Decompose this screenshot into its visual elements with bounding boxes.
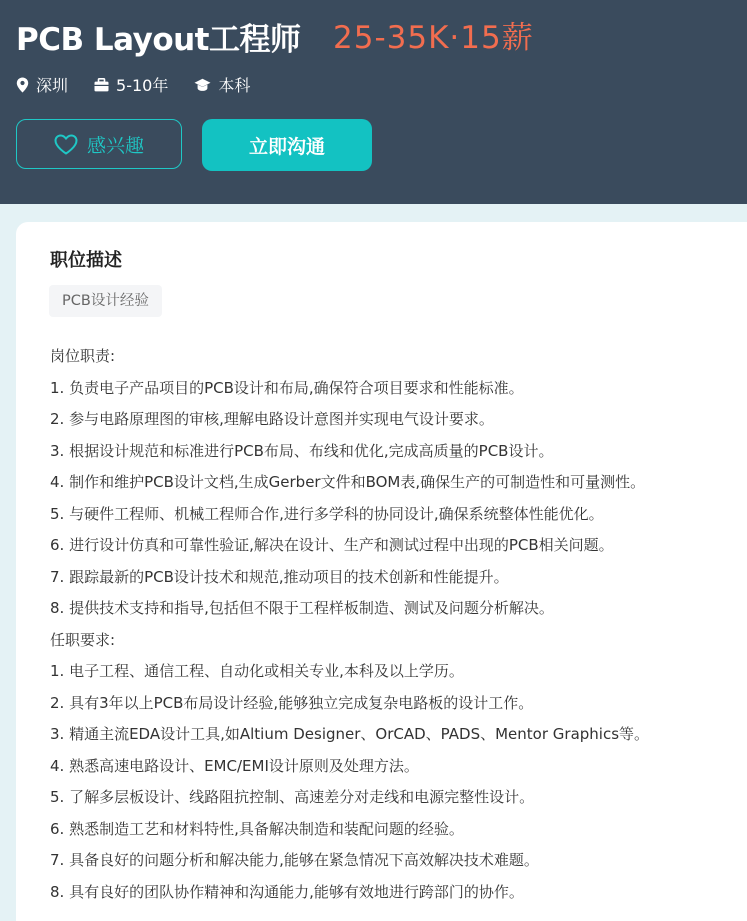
briefcase-icon xyxy=(94,78,109,92)
description-line: 6. 进行设计仿真和可靠性验证,解决在设计、生产和测试过程中出现的PCB相关问题。 xyxy=(50,536,614,554)
graduation-cap-icon xyxy=(194,78,211,92)
location-pin-icon xyxy=(16,77,29,93)
description-list xyxy=(50,341,747,908)
description-line: 8. 具有良好的团队协作精神和沟通能力,能够有效地进行跨部门的协作。 xyxy=(50,882,524,901)
description-line: 3. 根据设计规范和标准进行PCB布局、布线和优化,完成高质量的PCB设计。 xyxy=(50,441,554,460)
heart-outline-icon xyxy=(54,134,78,155)
description-line: 4. 熟悉高速电路设计、EMC/EMI设计原则及处理方法。 xyxy=(50,756,419,775)
description-line: 6. 熟悉制造工艺和材料特性,具备解决制造和装配问题的经验。 xyxy=(50,819,464,838)
job-header xyxy=(0,0,747,204)
description-line: 2. 具有3年以上PCB布局设计经验,能够独立完成复杂电路板的设计工作。 xyxy=(50,693,534,712)
description-line: 5. 与硬件工程师、机械工程师合作,进行多学科的协同设计,确保系统整体性能优化。 xyxy=(50,504,604,523)
chat-now-label: 立即沟通 xyxy=(248,135,325,158)
skill-tag: PCB设计经验 xyxy=(49,285,162,317)
section-title: 职位描述 xyxy=(50,250,122,271)
job-description-card xyxy=(16,222,747,921)
description-line: 3. 精通主流EDA设计工具,如Altium Designer、OrCAD、PADS、Mentor Graphics等。 xyxy=(50,725,650,743)
description-line: 2. 参与电路原理图的审核,理解电路设计意图并实现电气设计要求。 xyxy=(50,410,494,428)
interest-label: 感兴趣 xyxy=(86,134,144,157)
description-line: 8. 提供技术支持和指导,包括但不限于工程样板制造、测试及问题分析解决。 xyxy=(50,599,554,617)
job-title: PCB Layout工程师 xyxy=(16,22,301,58)
meta-experience xyxy=(94,73,168,96)
chat-now-button[interactable] xyxy=(202,119,372,171)
meta-location xyxy=(16,73,68,96)
interest-button[interactable] xyxy=(16,119,182,169)
job-meta xyxy=(16,73,276,96)
salary-range: 25-35K·15薪 xyxy=(333,20,534,56)
description-line: 4. 制作和维护PCB设计文档,生成Gerber文件和BOM表,确保生产的可制造性和可量测性。 xyxy=(50,473,646,491)
description-line: 岗位职责: xyxy=(50,347,116,365)
experience-text: 5-10年 xyxy=(116,76,169,95)
education-text: 本科 xyxy=(218,76,251,95)
description-line: 7. 具备良好的问题分析和解决能力,能够在紧急情况下高效解决技术难题。 xyxy=(50,851,539,869)
description-line: 1. 负责电子产品项目的PCB设计和布局,确保符合项目要求和性能标准。 xyxy=(50,378,524,397)
description-line: 5. 了解多层板设计、线路阻抗控制、高速差分对走线和电源完整性设计。 xyxy=(50,788,535,806)
description-line: 1. 电子工程、通信工程、自动化或相关专业,本科及以上学历。 xyxy=(50,662,464,680)
description-line: 7. 跟踪最新的PCB设计技术和规范,推动项目的技术创新和性能提升。 xyxy=(50,567,509,586)
location-text: 深圳 xyxy=(36,76,69,95)
description-line: 任职要求: xyxy=(50,630,116,649)
meta-education xyxy=(194,73,250,96)
